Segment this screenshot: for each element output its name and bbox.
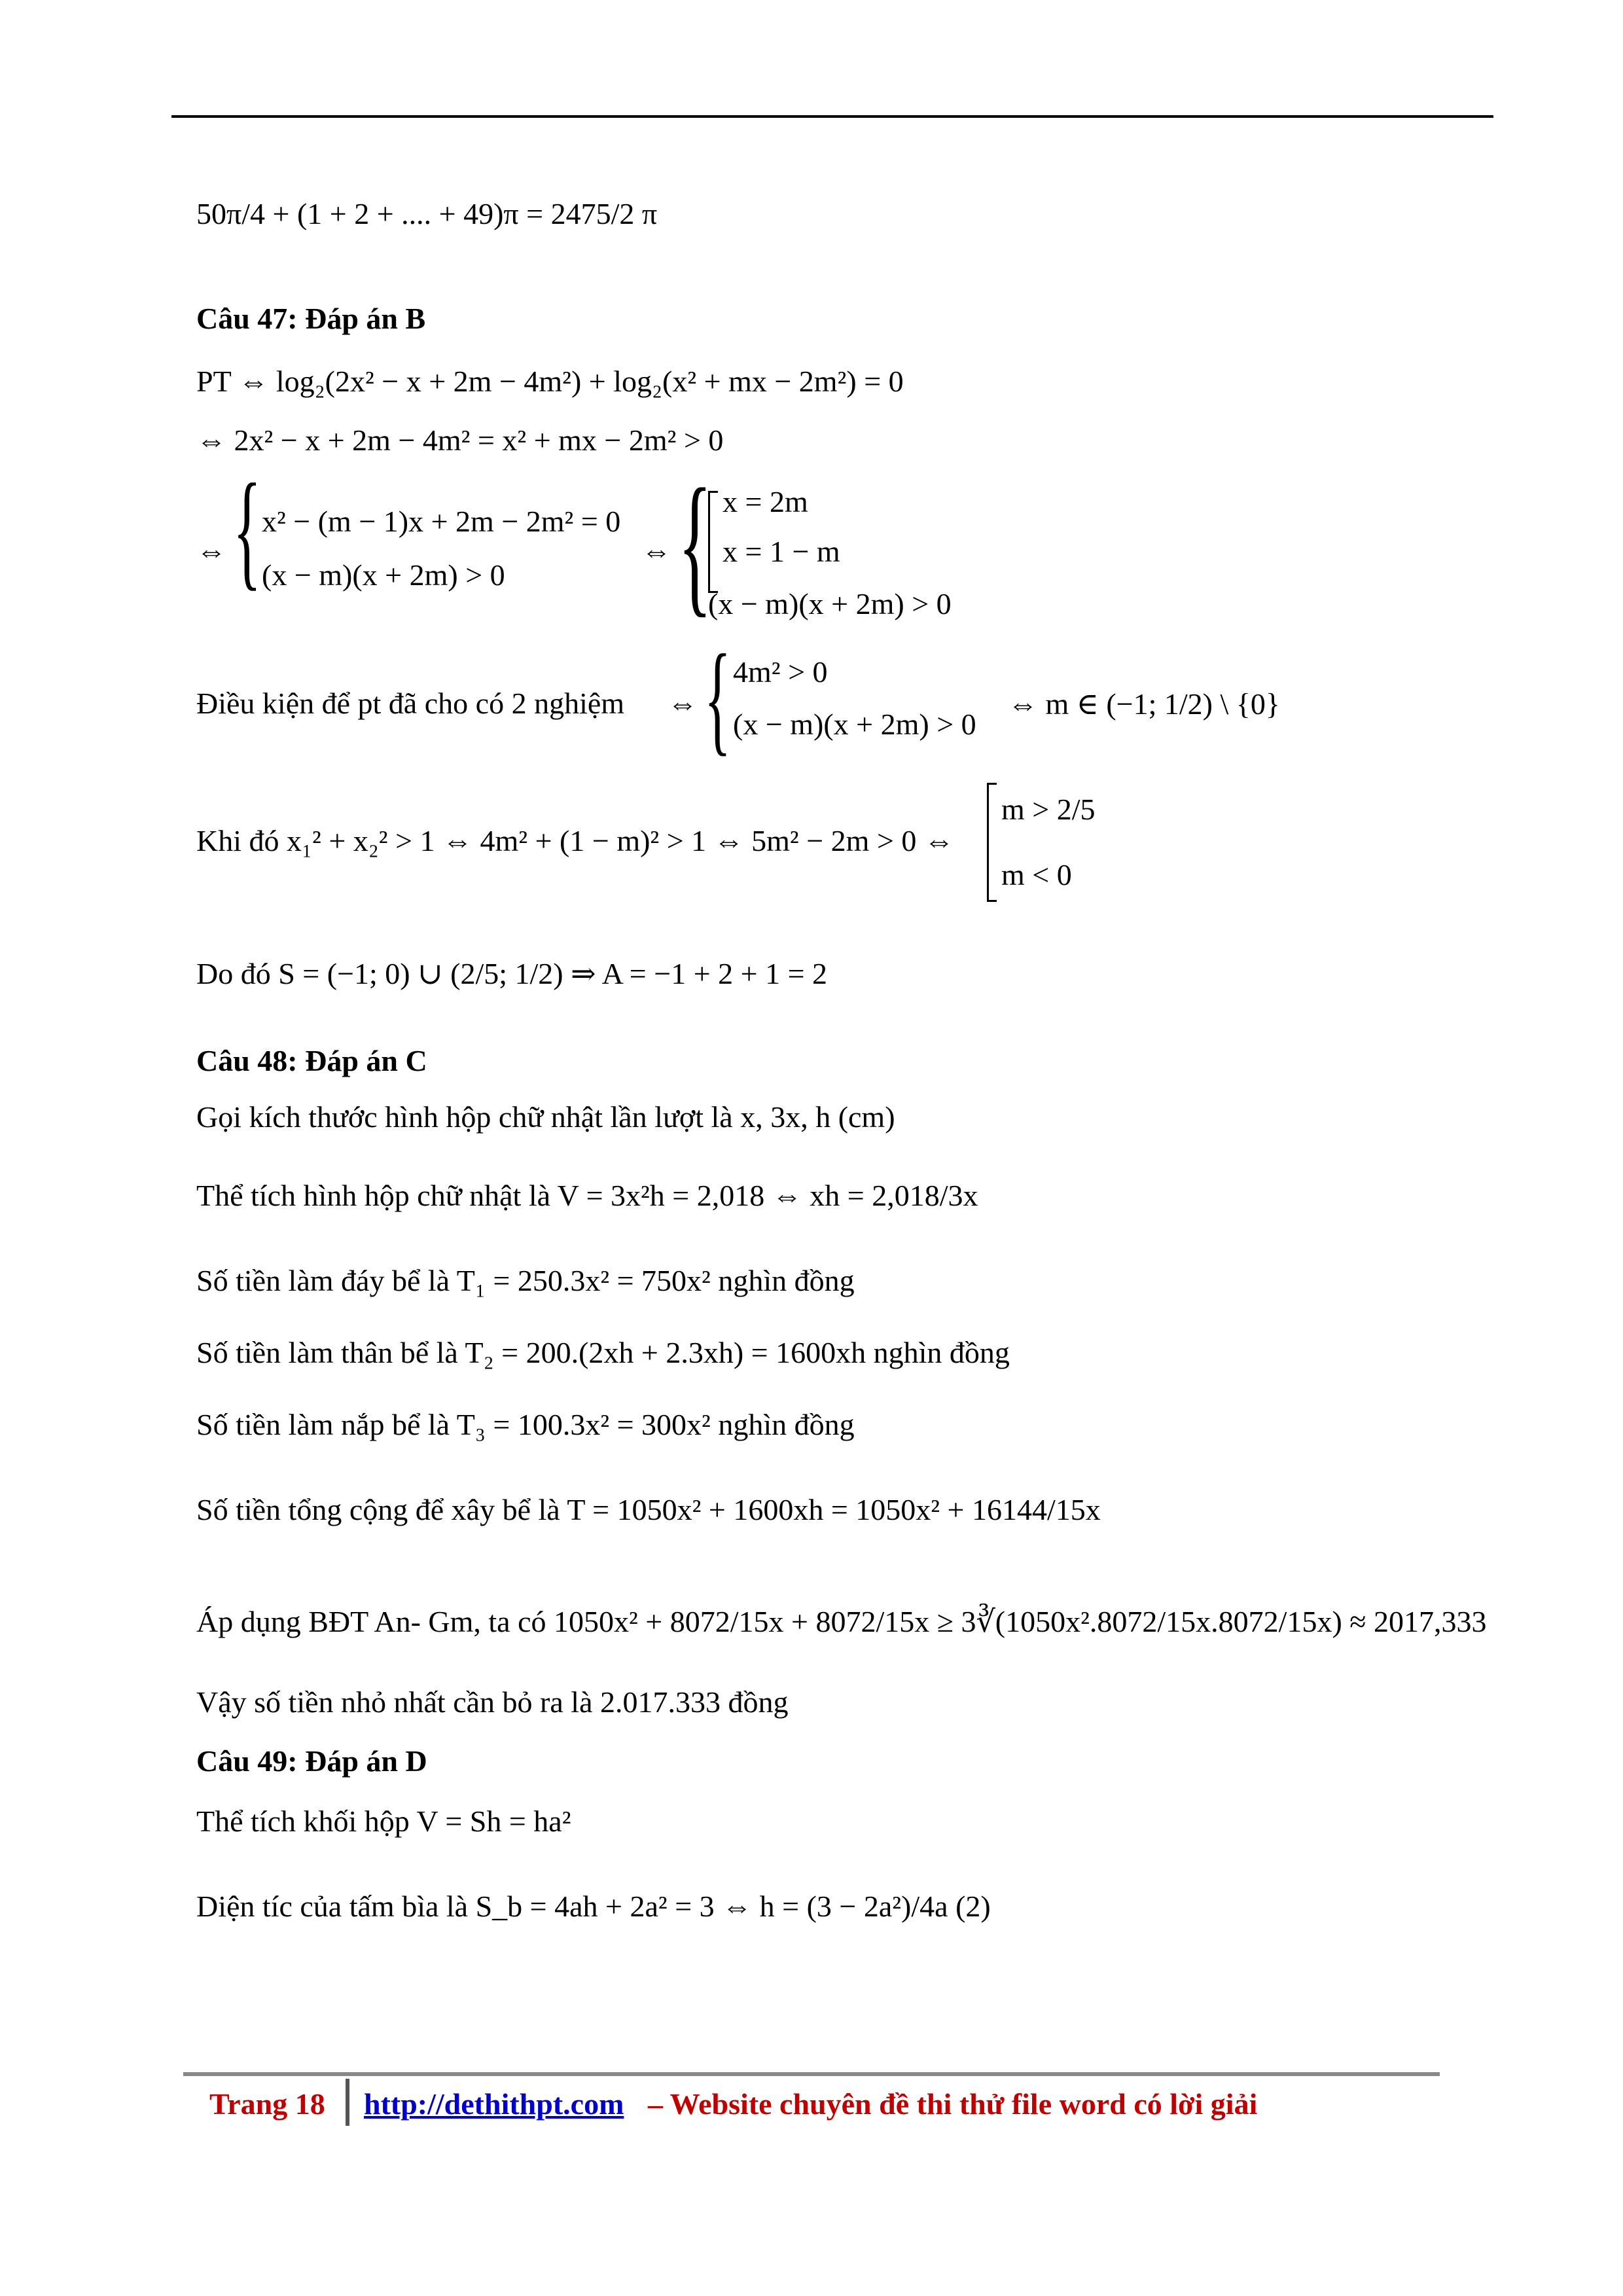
footer-rule [183,2072,1440,2076]
condition-text: Điều kiện để pt đã cho có 2 nghiệm [196,687,625,720]
khi-do-text: Khi đó x₁² + x₂² > 1 ⇔ 4m² + (1 − m)² > 1 ⇔ 5m² − 2m > 0 ⇔ [196,824,954,857]
equation-line-3: ⇔ 2x² − x + 2m − 4m² = x² + mx − 2m² > 0 [196,423,724,457]
left-brace-3: { [704,630,732,767]
equiv-symbol: ⇔ [196,534,226,567]
question-47-heading: Câu 47: Đáp án B [196,302,426,335]
text-line-17: Diện tíc của tấm bìa là S_b = 4ah + 2a² = 3 ⇔ h = (3 − 2a²)/4a (2) [196,1890,991,1923]
do-do-line: Do đó S = (−1; 0) ∪ (2/5; 1/2) ⇒ A = −1 + 2 + 1 = 2 [196,957,828,990]
website-link[interactable]: http://dethithpt.com [364,2087,624,2121]
khi-do-eq-a: m > 2/5 [1001,793,1096,826]
header-rule [171,115,1493,118]
text-line-14: Áp dụng BĐT An- Gm, ta có 1050x² + 8072/15x + 8072/15x ≥ 3∛(1050x².8072/15x.8072/15x) ≈ 2017,333 [196,1605,1487,1638]
text-line-16: Thể tích khối hộp V = Sh = ha² [196,1804,571,1838]
text-line-13: Số tiền tổng cộng để xây bể là T = 1050x² + 1600xh = 1050x² + 16144/15x [196,1493,1101,1526]
question-48-heading: Câu 48: Đáp án C [196,1044,427,1077]
footer-tagline: – Website chuyên đề thi thử file word có lời giải [648,2087,1258,2121]
page-number: Trang 18 [209,2087,325,2121]
system-eq-d: x = 1 − m [722,535,840,568]
system-eq-a: x² − (m − 1)x + 2m − 2m² = 0 [262,505,621,538]
equation-line-1 [196,196,657,231]
system-eq-b: (x − m)(x + 2m) > 0 [262,558,505,592]
left-brace: { [233,457,262,602]
bracket [708,491,718,593]
text-line-15: Vậy số tiền nhỏ nhất cần bỏ ra là 2.017.333 đồng [196,1685,789,1719]
equation-line-2: PT ⇔ log₂(2x² − x + 2m − 4m²) + log₂(x² + mx − 2m²) = 0 [196,365,904,398]
equation-text: 50π/4 + (1 + 2 + .... + 49)π = 2475/2 π [196,197,658,230]
bracket-2 [987,783,997,902]
condition-eq-a: 4m² > 0 [733,655,828,689]
equiv-symbol-2: ⇔ [641,534,671,567]
text-line-9: Thể tích hình hộp chữ nhật là V = 3x²h = 2,018 ⇔ xh = 2,018/3x [196,1179,978,1212]
system-eq-c: x = 2m [722,485,808,518]
footer-separator [346,2079,349,2126]
text-line-11: Số tiền làm thân bể là T₂ = 200.(2xh + 2.3xh) = 1600xh nghìn đồng [196,1336,1010,1369]
text-line-10: Số tiền làm đáy bể là T₁ = 250.3x² = 750x² nghìn đồng [196,1264,855,1297]
left-brace-2: { [678,456,712,630]
khi-do-eq-b: m < 0 [1001,858,1072,891]
equiv-symbol-3: ⇔ [668,687,698,720]
text-line-12: Số tiền làm nắp bể là T₃ = 100.3x² = 300x² nghìn đồng [196,1408,855,1441]
condition-eq-b: (x − m)(x + 2m) > 0 [733,708,976,741]
condition-result: ⇔ m ∈ (−1; 1/2) \ {0} [1008,687,1280,721]
system-eq-e: (x − m)(x + 2m) > 0 [708,587,952,620]
text-line-8: Gọi kích thước hình hộp chữ nhật lần lượt là x, 3x, h (cm) [196,1100,895,1134]
question-49-heading: Câu 49: Đáp án D [196,1744,427,1778]
